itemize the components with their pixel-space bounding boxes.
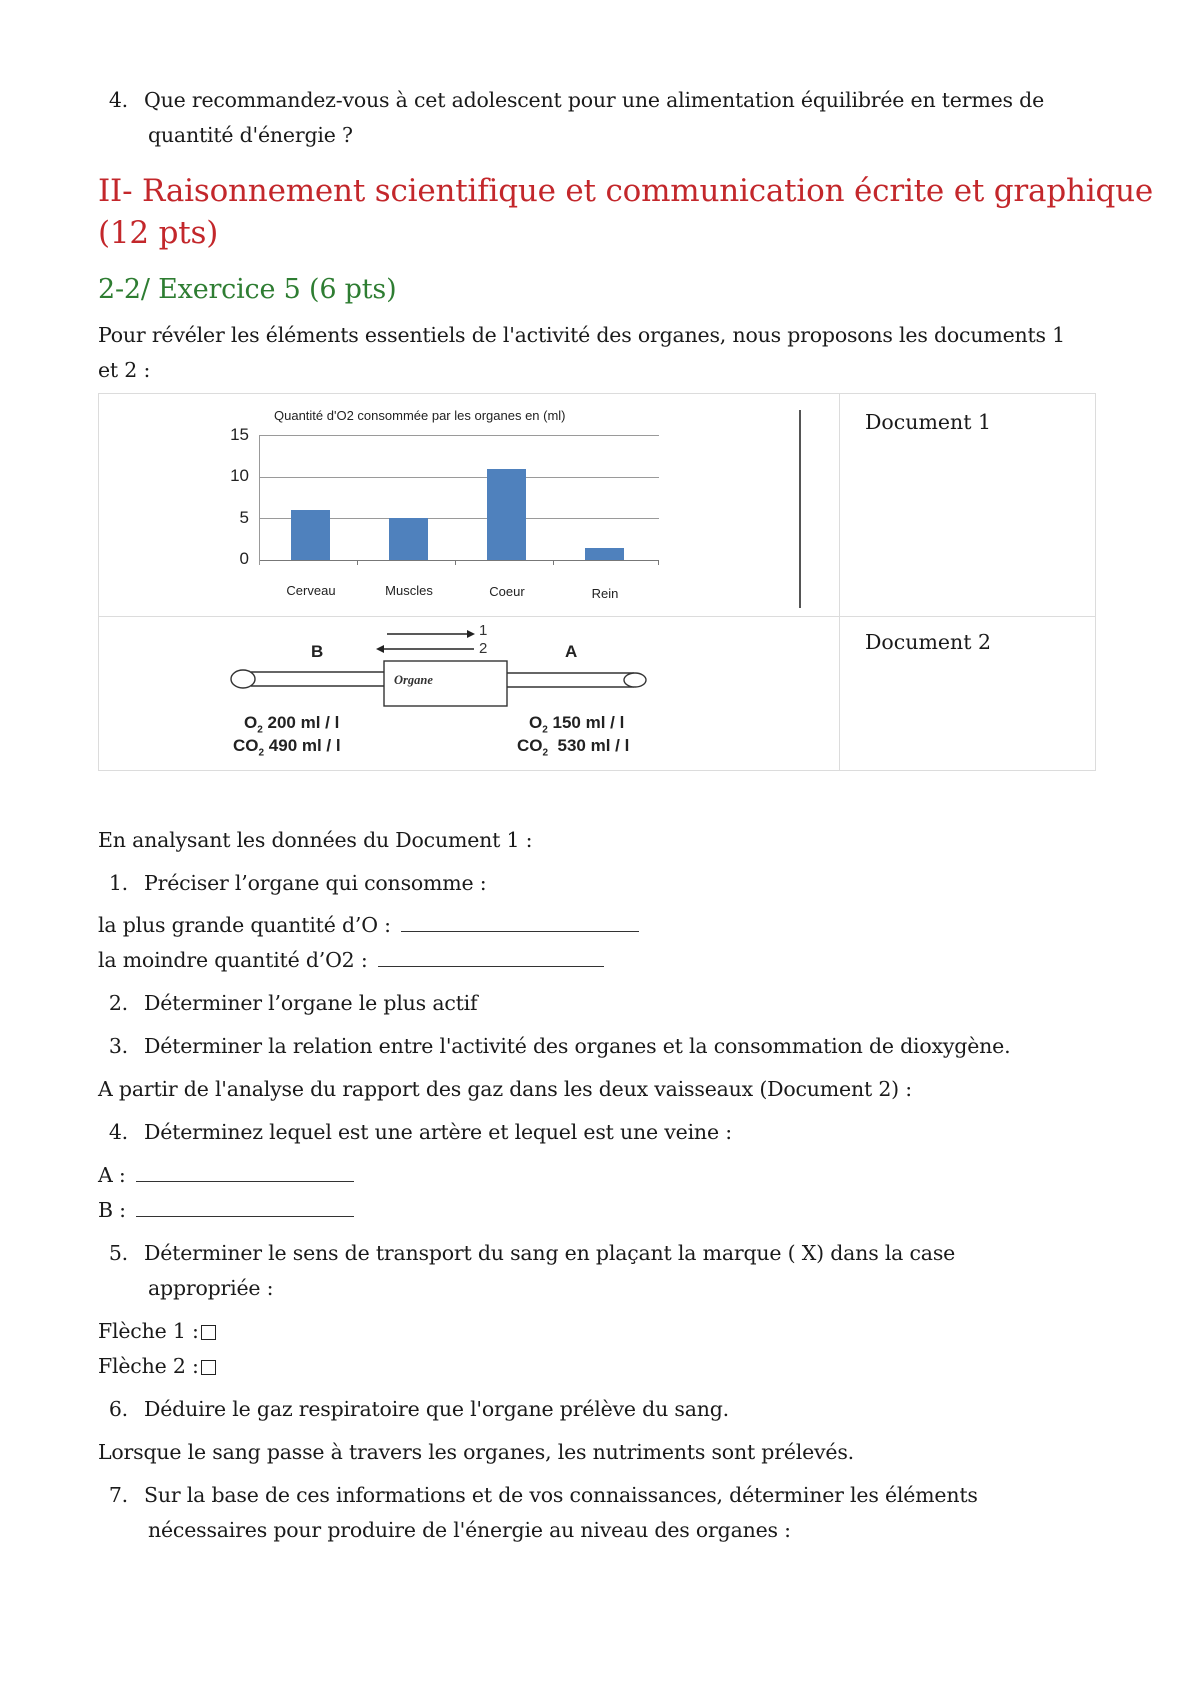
x-tick	[455, 560, 456, 565]
arrow-1-checkbox[interactable]	[201, 1325, 216, 1340]
question-text: Préciser l’organe qui consomme :	[144, 871, 487, 895]
arrow-1-option	[98, 1321, 216, 1342]
question-2	[98, 993, 477, 1014]
o2-value: 200 ml / l	[262, 713, 340, 732]
bar-cerveau	[291, 510, 330, 560]
question-text: Déterminer la relation entre l'activité des organes et la consommation de dioxygène.	[144, 1034, 1011, 1058]
list-number: 4.	[108, 1120, 128, 1144]
arrow-2-label: 2	[479, 640, 488, 657]
chart-frame-edge	[799, 410, 801, 608]
question-text: Que recommandez-vous à cet adolescent pour une alimentation équilibrée en termes de	[144, 88, 1045, 112]
section-title: II- Raisonnement scientifique et communication écrite et graphique	[98, 173, 1153, 209]
question-7	[98, 1485, 978, 1506]
blood-vessel-diagram	[229, 616, 799, 770]
question-text: Sur la base de ces informations et de vos connaissances, déterminer les éléments	[144, 1483, 978, 1507]
co2-symbol: CO	[233, 736, 259, 755]
vessel-b-label: B	[311, 642, 324, 661]
subscript: 2	[542, 747, 549, 759]
y-tick-10: 10	[230, 466, 249, 485]
exercise-title: 2-2/ Exercice 5 (6 pts)	[98, 274, 397, 305]
arrow-2-option	[98, 1356, 216, 1377]
exercise-intro: Pour révéler les éléments essentiels de l'activité des organes, nous proposons les documents 1	[98, 323, 1066, 347]
x-label-muscles: Muscles	[385, 583, 433, 598]
question-1	[98, 873, 486, 894]
document-1-label: Document 1	[865, 410, 992, 434]
answer-vessel-b	[98, 1200, 354, 1221]
answer-least-o2	[98, 950, 604, 971]
question-6	[98, 1399, 729, 1420]
document-2-label: Document 2	[865, 630, 992, 654]
question-7-continuation: nécessaires pour produire de l'énergie au niveau des organes :	[148, 1518, 791, 1542]
answer-label: la plus grande quantité d’O :	[98, 913, 391, 937]
documents-table	[98, 393, 1096, 771]
x-tick	[658, 560, 659, 565]
question-4	[98, 1122, 732, 1143]
x-label-rein: Rein	[591, 586, 619, 601]
question-text: Déterminez lequel est une artère et lequel est une veine :	[144, 1120, 732, 1144]
co2-symbol: CO	[517, 736, 543, 755]
x-label-coeur: Coeur	[489, 584, 525, 599]
vessel-b-o2	[244, 713, 339, 735]
question-5-continuation: appropriée :	[148, 1276, 274, 1300]
bar-muscles	[389, 518, 428, 560]
question-4-energy	[98, 90, 1044, 111]
answer-label: la moindre quantité d’O2 :	[98, 948, 368, 972]
y-tick-0: 0	[239, 549, 249, 568]
subscript: 2	[257, 724, 263, 736]
vessel-b-co2	[233, 736, 341, 758]
question-3	[98, 1036, 1010, 1057]
list-number: 7.	[108, 1483, 128, 1507]
answer-vessel-a	[98, 1165, 354, 1186]
question-5	[98, 1243, 955, 1264]
answer-blank-b[interactable]	[136, 1215, 354, 1217]
document-2-analysis-intro: A partir de l'analyse du rapport des gaz dans les deux vaisseaux (Document 2) :	[98, 1077, 912, 1101]
co2-value: 530 ml / l	[548, 736, 630, 755]
list-number: 3.	[108, 1034, 128, 1058]
list-number: 4.	[108, 88, 128, 112]
bar-rein	[585, 548, 624, 560]
subscript: 2	[542, 724, 548, 736]
list-number: 1.	[108, 871, 128, 895]
gridline-15	[259, 435, 659, 436]
gridline-10	[259, 477, 659, 478]
exercise-intro-continuation: et 2 :	[98, 358, 151, 382]
list-number: 5.	[108, 1241, 128, 1265]
co2-value: 490 ml / l	[264, 736, 341, 755]
question-4-continuation: quantité d'énergie ?	[148, 123, 353, 147]
list-number: 6.	[108, 1397, 128, 1421]
answer-blank-least[interactable]	[378, 965, 604, 967]
o2-consumption-chart	[219, 400, 699, 612]
organ-label: Organe	[394, 673, 433, 687]
document-1-analysis-intro: En analysant les données du Document 1 :	[98, 828, 533, 852]
option-label: Flèche 1 :	[98, 1319, 199, 1343]
y-axis	[259, 435, 260, 565]
arrow-1-label: 1	[479, 622, 488, 639]
list-number: 2.	[108, 991, 128, 1015]
answer-label: B :	[98, 1198, 126, 1222]
bar-coeur	[487, 469, 526, 560]
question-text: Déduire le gaz respiratoire que l'organe prélève du sang.	[144, 1397, 730, 1421]
x-tick	[553, 560, 554, 565]
answer-label: A :	[98, 1163, 126, 1187]
question-text: Déterminer le sens de transport du sang en plaçant la marque ( X) dans la case	[144, 1241, 956, 1265]
arrow-2-checkbox[interactable]	[201, 1360, 216, 1375]
vessel-a-o2	[529, 713, 624, 735]
chart-title: Quantité d'O2 consommée par les organes en (ml)	[274, 408, 566, 423]
answer-blank-greatest[interactable]	[401, 930, 639, 932]
o2-value: 150 ml / l	[547, 713, 625, 732]
o2-symbol: O	[529, 713, 543, 732]
answer-blank-a[interactable]	[136, 1180, 354, 1182]
option-label: Flèche 2 :	[98, 1354, 199, 1378]
table-column-divider	[839, 394, 840, 770]
subscript: 2	[258, 747, 265, 759]
answer-greatest-o2	[98, 915, 639, 936]
vessel-a-label: A	[565, 642, 578, 661]
nutrients-note: Lorsque le sang passe à travers les organes, les nutriments sont prélevés.	[98, 1440, 855, 1464]
y-tick-15: 15	[230, 425, 249, 444]
x-axis	[259, 560, 659, 561]
y-tick-5: 5	[239, 508, 249, 527]
question-text: Déterminer l’organe le plus actif	[144, 991, 478, 1015]
o2-symbol: O	[244, 713, 258, 732]
x-label-cerveau: Cerveau	[286, 583, 336, 598]
x-tick	[357, 560, 358, 565]
vessel-a-co2	[517, 736, 629, 758]
section-title-points: (12 pts)	[98, 215, 219, 251]
